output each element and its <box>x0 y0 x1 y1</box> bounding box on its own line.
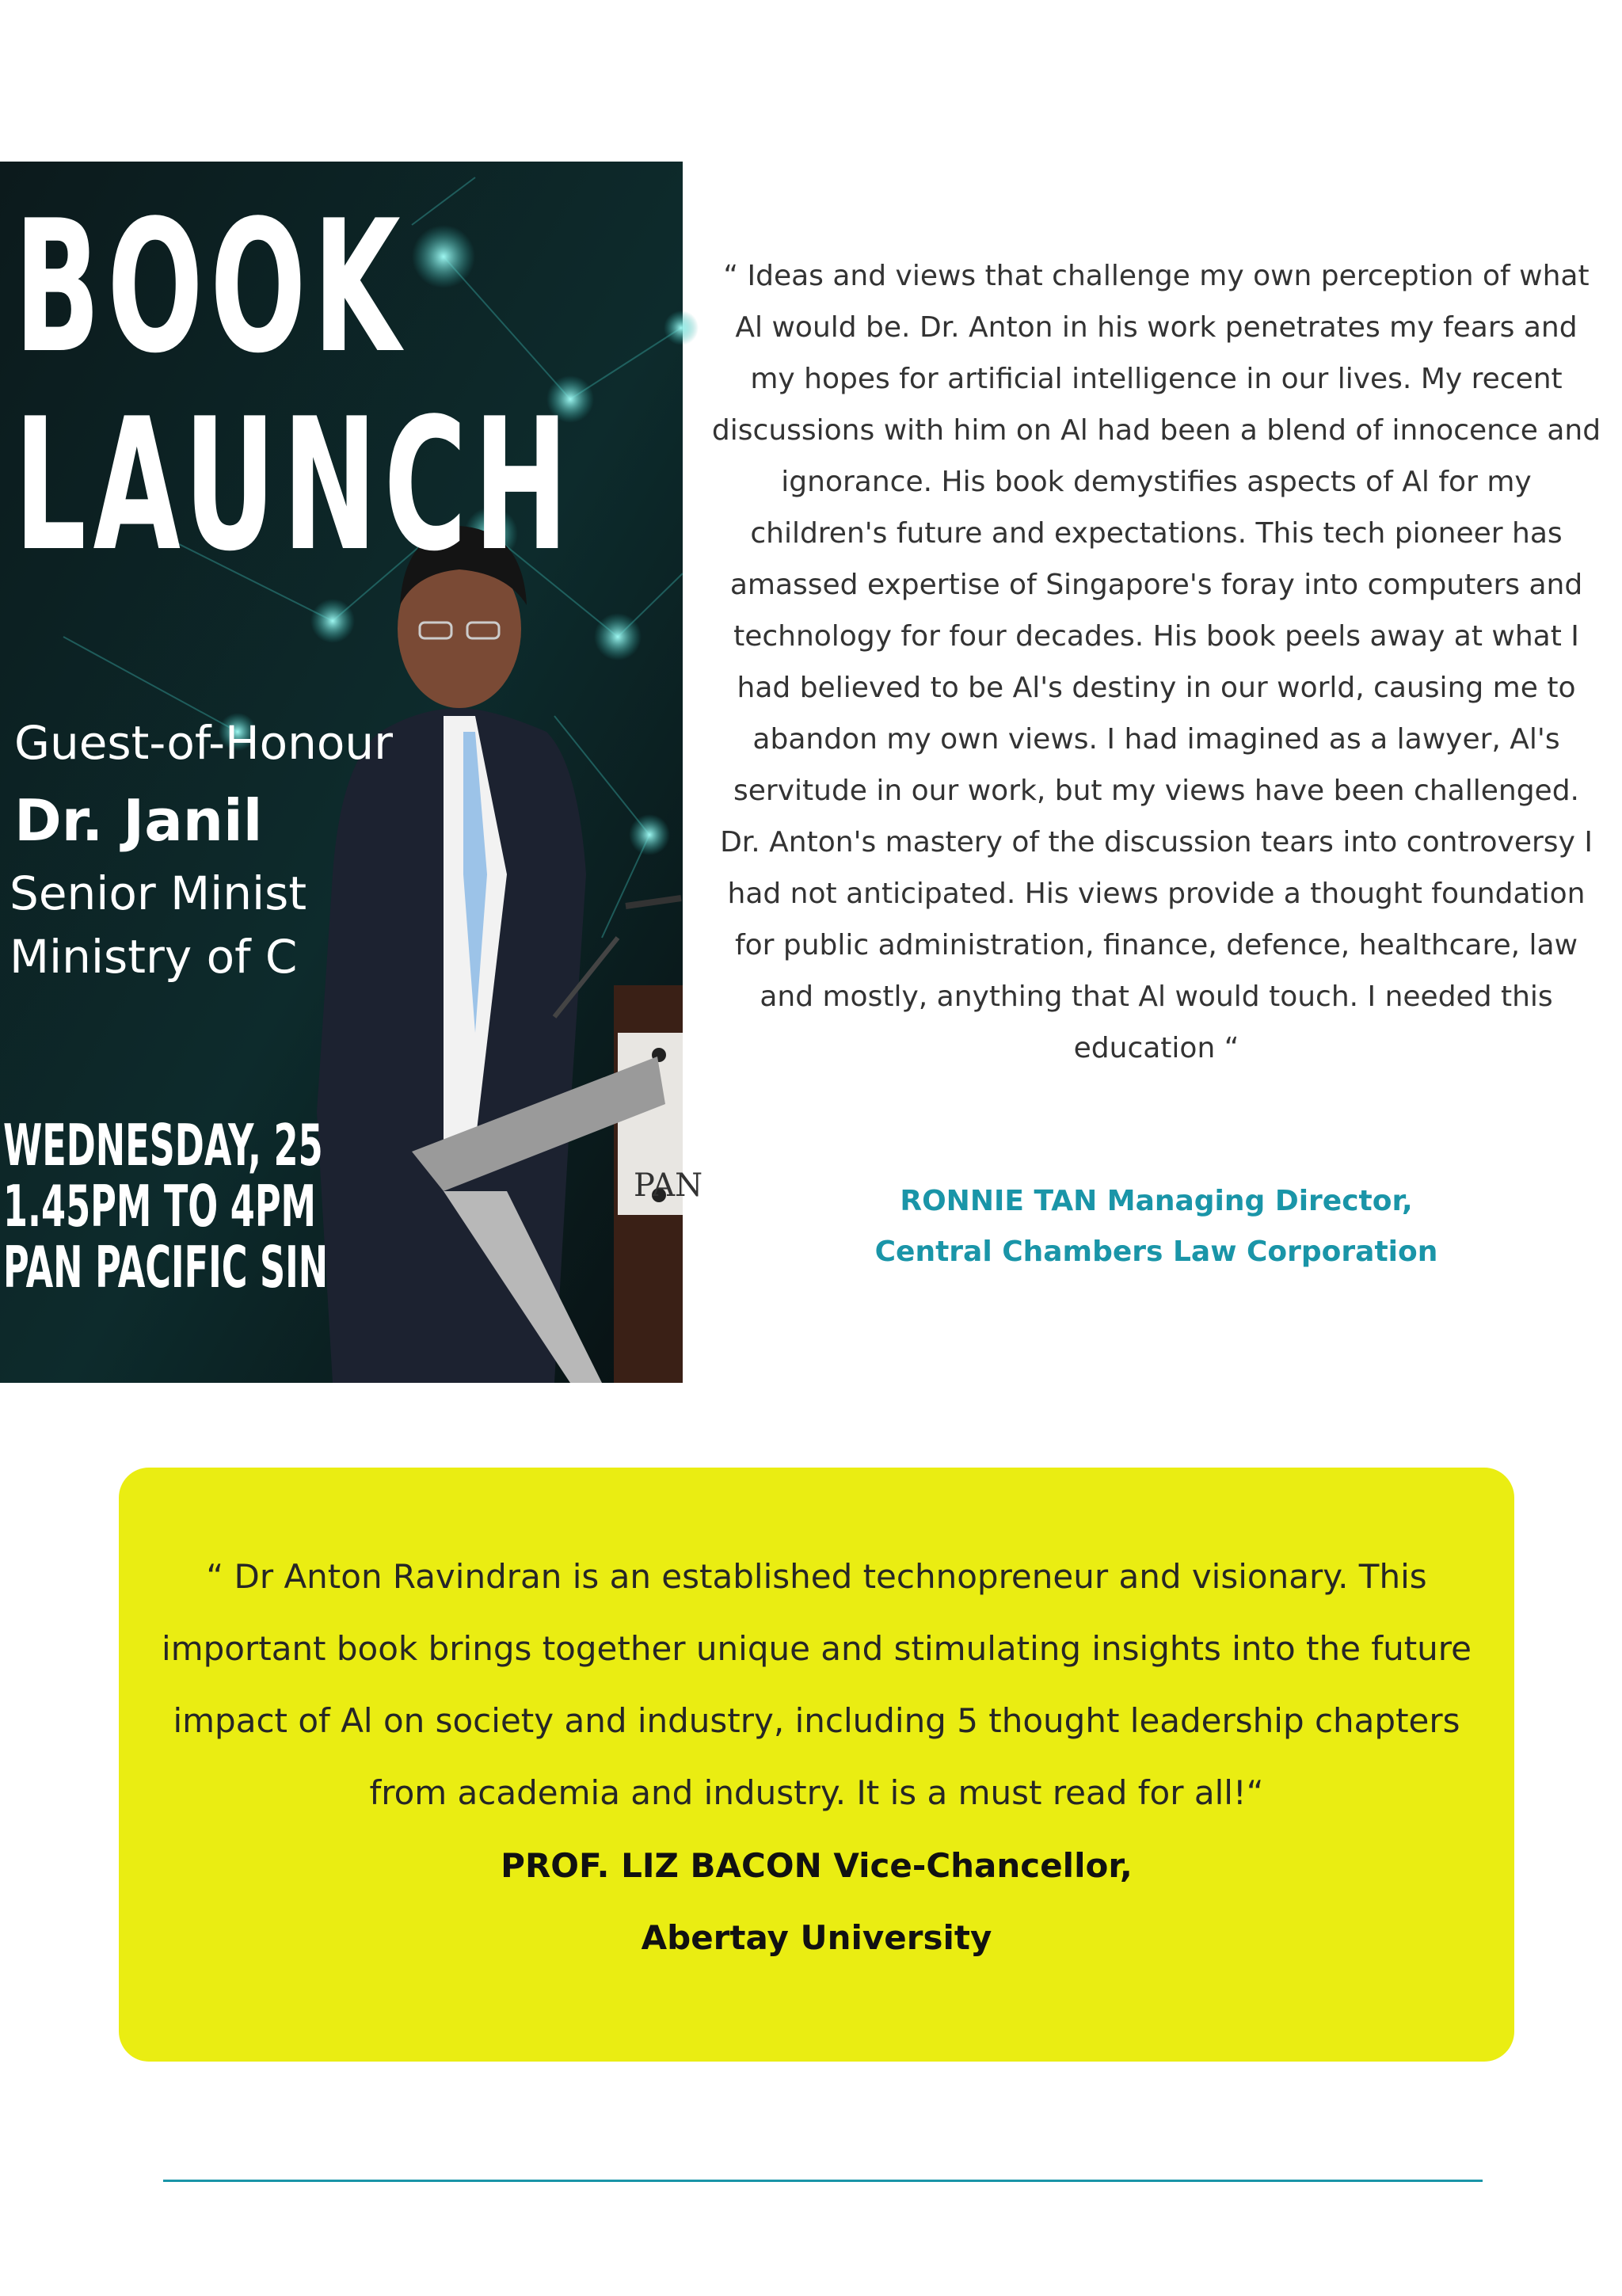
banner-time: 1.45PM TO 4PM <box>3 1173 316 1239</box>
testimonial-1-quote: “ Ideas and views that challenge my own perception of what Al would be. Dr. Anton in his work penetrates my fears and my hopes for artificial intelligence in our lives. My recent discussions with him on Al had been a blend of innocence and ignorance. His book demystifies aspects of Al for my children's future and expectations. This tech pioneer has amassed expertise of Singapore's foray into computers and technology for four decades. His book peels away at what I had believed to be Al's destiny in our world, causing me to abandon my own views. I had imagined as a lawyer, Al's servitude in our work, but my views have been challenged. Dr. Anton's mastery of the discussion tears into controversy I had not anticipated. His views provide a thought foundation for public administration, finance, defence, healthcare, law and mostly, anything that Al would touch. I needed this education “ <box>711 260 1601 1064</box>
testimonial-1-author: RONNIE TAN Managing Director, <box>900 1185 1413 1217</box>
banner-title-book: BOOK <box>14 182 408 394</box>
banner-date: WEDNESDAY, 25 <box>3 1112 323 1178</box>
testimonial-1-organization: Central Chambers Law Corporation <box>874 1236 1438 1268</box>
testimonial-2-quote: “ Dr Anton Ravindran is an established technopreneur and visionary. This important book brings together unique and stimulating insights into the future impact of Al on society and industry, including 5 thought leadership chapters from academia and industry. It is a must read for all!“ <box>162 1557 1472 1812</box>
testimonial-1-attribution <box>709 1176 1604 1277</box>
banner-title-launch: LAUNCH <box>14 380 576 592</box>
book-launch-photo <box>0 162 703 1383</box>
testimonial-2-attribution <box>150 1830 1483 1974</box>
testimonial-2-author: PROF. LIZ BACON Vice-Chancellor, <box>501 1846 1133 1885</box>
footer-divider <box>163 2180 1483 2182</box>
podium-sign: PAN <box>634 1167 703 1204</box>
banner-guest-label: Guest-of-Honour <box>14 716 393 770</box>
banner-guest-name: Dr. Janil <box>14 787 263 854</box>
banner-venue: PAN PACIFIC SIN <box>3 1234 329 1300</box>
testimonial-2-organization: Abertay University <box>641 1918 992 1957</box>
banner-guest-role-2: Ministry of C <box>10 930 298 984</box>
banner-guest-role-1: Senior Minist <box>10 866 307 920</box>
